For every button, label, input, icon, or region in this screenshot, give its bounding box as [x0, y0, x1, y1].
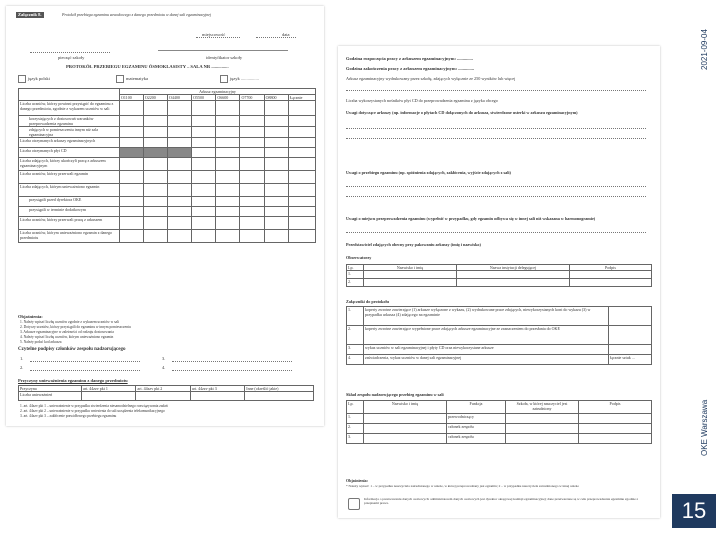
- code-cell: O5500: [192, 95, 216, 101]
- attach-text: koperty zwrotne zawierające (1) arkusze wyłączone z wykazu, (2) wydrukowane prace zdających, niewykorzystanych kont do wykazu (3) w przypadku arkusza (4) zdającego na egzaminie: [364, 307, 609, 326]
- row-label: Liczba uczniów, którzy powinni przystąpić do egzaminu z danego przedmiotu, zgodnie z wykazem uczniów w sali: [19, 101, 120, 116]
- observers-rep-title: Przedstawiciel zdających obecny przy pakowaniu arkuszy (imię i nazwisko): [346, 242, 481, 247]
- code-cell: O1100: [120, 95, 144, 101]
- team-header: Szkoła, w której nauczyciel jest zatrudniony: [506, 401, 579, 414]
- attachment-label: Załącznik 8.: [18, 12, 42, 17]
- subject-label-2: matematyka: [126, 76, 148, 81]
- place-label: miejscowość: [202, 32, 226, 37]
- obs-header: Lp.: [347, 265, 364, 271]
- decision-table: [18, 385, 314, 401]
- protocol-page-left: [6, 6, 324, 426]
- end-time: Godzina zakończenia pracy z arkuszem egzaminacyjnym: ..............: [346, 66, 474, 71]
- decision-header: Przyczyna: [19, 386, 82, 392]
- dotted-line: [346, 196, 646, 197]
- code-cell: O6600: [216, 95, 240, 101]
- team-table: [346, 400, 652, 444]
- team-header: Funkcja: [447, 401, 506, 414]
- decision-header: art. 44zzv pkt 2: [136, 386, 190, 392]
- protocol-title: PROTOKÓŁ PRZEBIEGU EGZAMINU ÓSMOKLASISTY – SALA NR ...............: [66, 64, 229, 69]
- attachments-title: Załączniki do protokołu: [346, 299, 389, 304]
- attach-num: 4.: [347, 355, 364, 365]
- attach-num: 3.: [347, 345, 364, 355]
- signature-line[interactable]: [30, 370, 140, 371]
- row-label: Liczba otrzymanych arkuszy egzaminacyjnych: [19, 138, 120, 148]
- signature-num: 2.: [20, 365, 24, 370]
- observers-label: Obserwatorzy: [346, 255, 372, 260]
- team-header: Nazwisko i imię: [364, 401, 447, 414]
- start-time: Godzina rozpoczęcia pracy z arkuszem egzaminacyjnym: ..............: [346, 56, 473, 61]
- course-notes-title: Uwagi o przebiegu egzaminu (np. spóźnienia zdających, zakłócenia, wyjście zdających z sali): [346, 170, 511, 175]
- explain-title: Objaśnienia:: [346, 478, 369, 483]
- dotted-line: [346, 232, 646, 233]
- signatures-title: Czytelne podpisy członków zespołu nadzorującego: [18, 347, 126, 352]
- note-item: 5. Należy podać kod arkusza: [20, 340, 62, 344]
- signature-num: 1.: [20, 356, 24, 361]
- id-line: [158, 50, 288, 51]
- team-row-num: 1.: [347, 414, 364, 424]
- row-label: Liczba uczniów, którzy przerwali pracę z arkuszem: [19, 217, 120, 230]
- header-note: Protokół przebiegu egzaminu zawodowego z danego przedmiotu w danej sali egzaminacyjnej: [62, 12, 212, 17]
- row-label: Liczba zdających, którzy ukończyli pracę z arkuszem egzaminacyjnym: [19, 158, 120, 171]
- decision-title: Przyczyny unieważnienia egzaminu z danego przedmiotu: [18, 378, 128, 383]
- team-row-num: 2.: [347, 424, 364, 434]
- date-line: [256, 37, 296, 38]
- notes-title: Objaśnienia:: [18, 314, 43, 319]
- dotted-line: [346, 186, 646, 187]
- signature-line[interactable]: [172, 361, 292, 362]
- attach-num: 1.: [347, 307, 364, 326]
- sheet-notes-title: Uwagi dotyczące arkuszy (np. informacje o płytach CD dołączonych do arkusza, stwierdzone usterki w arkuszu egzaminacyjnym): [346, 110, 578, 115]
- code-cell: Łącznie: [288, 95, 315, 101]
- subject-checkbox-3[interactable]: [220, 75, 228, 83]
- team-role: przewodniczący: [447, 414, 506, 424]
- team-header: Lp.: [347, 401, 364, 414]
- attach-num: 2.: [347, 326, 364, 345]
- note-item: 4. Należy wpisać liczbę uczniów, którym unieważniono egzamin: [20, 335, 114, 339]
- obs-header: Podpis: [570, 265, 652, 271]
- decision-header: art. 44zzv pkt 1: [82, 386, 136, 392]
- page-number: 15: [672, 494, 716, 528]
- sheet-line: Arkusz egzaminacyjny wydrukowany przez szkołę, zdających wyłącznie ze 250 wyników lub więcej: [346, 76, 516, 81]
- signature-line[interactable]: [30, 361, 140, 362]
- obs-row-num: 2.: [347, 279, 364, 287]
- subject-label-3: język ................: [230, 76, 259, 81]
- subject-checkbox-2[interactable]: [116, 75, 124, 83]
- row-label: przystąpili przed dyrektora OKE: [19, 197, 120, 207]
- footnote: 2. art. 44zzv pkt 2 – unieważnienie w przypadku wniesienia do sali urządzenia telekomunikacyjnego: [20, 409, 165, 413]
- decision-header: Inne (określić jakie): [245, 386, 314, 392]
- attach-text: zaświadczenia, wykaz uczniów w danej sali egzaminacyjnej: [364, 355, 609, 365]
- code-cell: O8800: [264, 95, 288, 101]
- col-header: Arkusz egzaminacyjny: [120, 89, 316, 95]
- footnote: 3. art. 44zzv pkt 3 – zakłócenie prawidłowego przebiegu egzaminu: [20, 414, 117, 418]
- team-title: Skład zespołu nadzorującego przebieg egzaminu w sali: [346, 392, 444, 397]
- signature-num: 3.: [162, 356, 166, 361]
- dotted-line: [346, 128, 646, 129]
- info-text: Informacja o przetwarzaniu danych osobowych: administratorem danych osobowych jest dyrektor okręgowej komisji egzaminacyjnej; dane przetwarzane są w celu przeprowadzenia egzaminu zgodnie z przepisami prawa.: [364, 497, 639, 506]
- cd-line: Liczba wykorzystanych nośników płyt CD do przeprowadzenia egzaminu z języka obcego: [346, 98, 498, 103]
- signature-line[interactable]: [172, 370, 292, 371]
- row-label: Liczba uczniów, którym unieważniono egzamin z danego przedmiotu: [19, 230, 120, 243]
- note-item: 3. Arkusze egzaminacyjne w zależności od rodzaju dostosowania: [20, 330, 114, 334]
- subject-label-1: język polski: [28, 76, 50, 81]
- id-label: identyfikator szkoły: [206, 55, 243, 60]
- team-role: członek zespołu: [447, 424, 506, 434]
- info-icon: [348, 498, 360, 510]
- row-label: Liczba uczniów, którzy przerwali egzamin: [19, 171, 120, 184]
- row-label: Liczba zdających, którym unieważniono egzamin: [19, 184, 120, 197]
- footnote: 1. art. 44zzv pkt 1 – unieważnienie w przypadku stwierdzenia niesamodzielnego rozwiązywania zadań: [20, 404, 168, 408]
- code-cell: O7700: [240, 95, 264, 101]
- code-cell: O2200: [143, 95, 167, 101]
- row-label: Liczba otrzymanych płyt CD: [19, 148, 120, 158]
- row-label: zdających w pomieszczeniu innym niż sala egzaminacyjna: [19, 127, 120, 138]
- sidebar-date-text: 2021-09-04: [700, 29, 709, 70]
- protocol-page-right: [338, 46, 660, 518]
- place-notes-title: Uwagi o miejscu przeprowadzenia egzaminu (wypełnić w przypadku, gdy egzamin odbywa się w innej sali niż wskazana w harmonogramie): [346, 216, 596, 221]
- obs-header: Nazwisko i imię: [364, 265, 457, 271]
- attach-count: łącznie sztuk ...: [609, 355, 652, 365]
- explain-text: * Należy wpisać: 1 – w przypadku nauczyciela zatrudnionego w szkole, w której przeprowadzany jest egzamin; 2 – w przypadku nauczyciela zatrudnionego w innej szkole: [346, 484, 579, 488]
- dotted-line: [346, 138, 646, 139]
- attendance-table: [18, 88, 316, 243]
- attachments-table: [346, 306, 652, 365]
- team-role: członek zespołu: [447, 434, 506, 444]
- sidebar-org: OKE Warszawa: [700, 399, 709, 456]
- code-cell: O4400: [168, 95, 192, 101]
- stamp-label: pieczęć szkoły: [58, 55, 85, 60]
- observers-table: [346, 264, 652, 287]
- team-header: Podpis: [579, 401, 652, 414]
- note-item: 1. Należy wpisać liczbę uczniów zgodnie z wykazem uczniów w sali: [20, 320, 120, 324]
- slide-sidebar: [668, 0, 720, 540]
- attach-text: wykaz uczniów w sali egzaminacyjnej i płyty CD oraz niewykorzystane arkusze: [364, 345, 609, 355]
- decision-row-label: Liczba unieważnień: [19, 392, 82, 401]
- subject-checkbox-1[interactable]: [18, 75, 26, 83]
- signature-num: 4.: [162, 365, 166, 370]
- obs-row-num: 1.: [347, 271, 364, 279]
- row-label: przystąpili w terminie dodatkowym: [19, 207, 120, 217]
- stamp-line: [30, 52, 110, 53]
- row-label: korzystających z dostosowań warunków przeprowadzenia egzaminu: [19, 116, 120, 127]
- decision-header: art. 44zzv pkt 3: [190, 386, 244, 392]
- date-label: data: [282, 32, 290, 37]
- note-item: 2. Dotyczy uczniów, którzy przystąpili do egzaminu w innym pomieszczeniu: [20, 325, 131, 329]
- team-row-num: 3.: [347, 434, 364, 444]
- dotted-line: [346, 90, 646, 91]
- attach-text: koperty zwrotne zawierające wypełnione prace zdających arkusze egzaminacyjne ze zaznaczeniem do przesłania do OKE: [364, 326, 609, 345]
- obs-header: Nazwa instytucji delegującej: [457, 265, 570, 271]
